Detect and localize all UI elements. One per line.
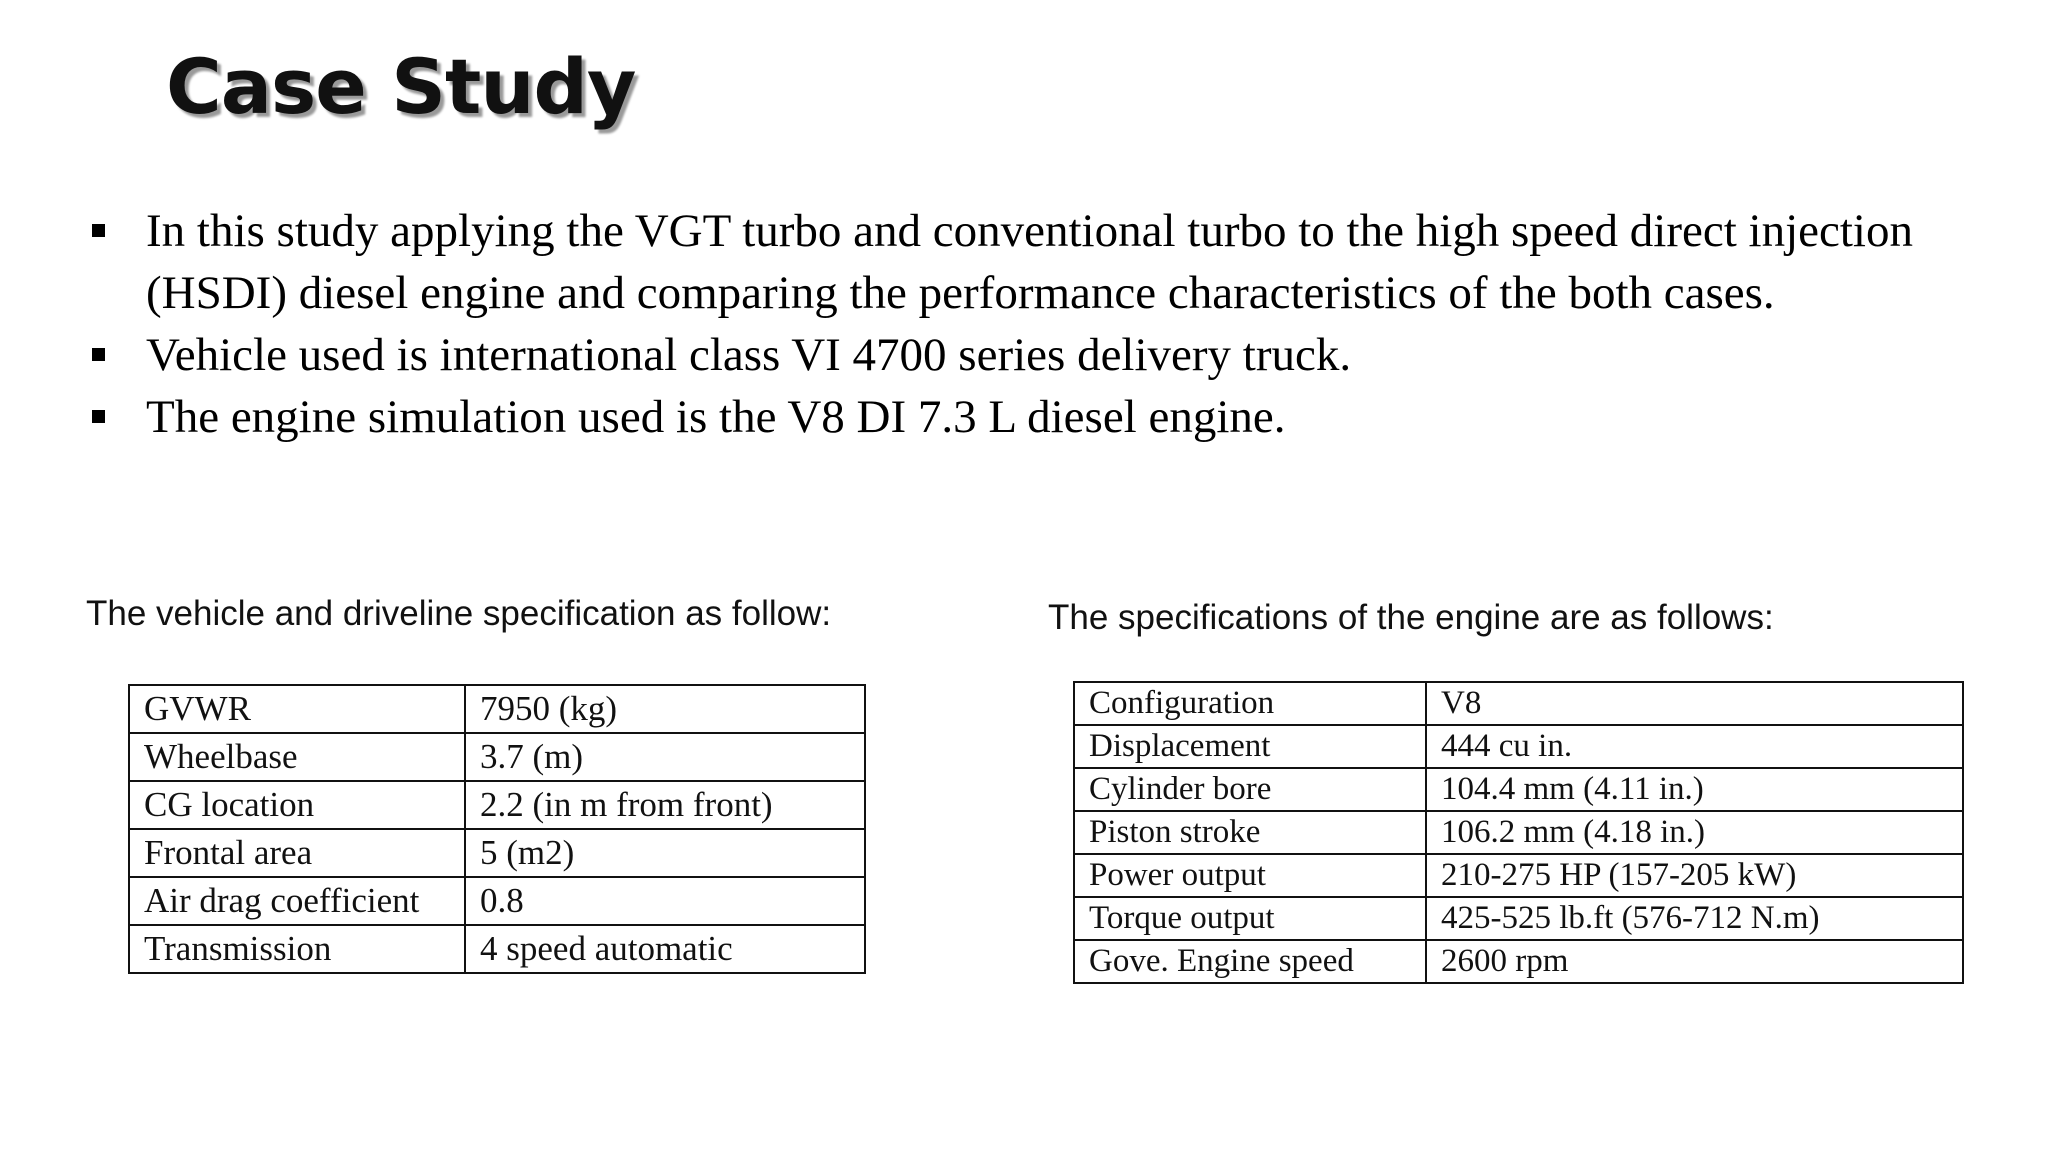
spec-value: 7950 (kg): [465, 685, 865, 733]
bullet-item: [86, 200, 1966, 324]
bullet-item: [86, 386, 1966, 448]
table-row: [129, 733, 865, 781]
table-row: [1074, 682, 1963, 725]
spec-label: Wheelbase: [129, 733, 465, 781]
square-bullet-icon: [92, 224, 105, 237]
spec-value: 104.4 mm (4.11 in.): [1426, 768, 1963, 811]
bullet-text: In this study applying the VGT turbo and conventional turbo to the high speed direct injection (HSDI) diesel engine and comparing the performance characteristics of the both cases.: [146, 205, 1913, 319]
spec-label: CG location: [129, 781, 465, 829]
spec-value: 3.7 (m): [465, 733, 865, 781]
slide-title: Case Study: [166, 42, 636, 131]
table-row: [129, 781, 865, 829]
spec-label: Configuration: [1074, 682, 1426, 725]
spec-label: Piston stroke: [1074, 811, 1426, 854]
spec-value: 0.8: [465, 877, 865, 925]
bullet-text: The engine simulation used is the V8 DI 7.3 L diesel engine.: [146, 391, 1286, 443]
spec-label: Torque output: [1074, 897, 1426, 940]
table-row: [129, 685, 865, 733]
bullet-list: [86, 200, 1966, 448]
vehicle-spec-table: [128, 684, 866, 974]
spec-value: 2600 rpm: [1426, 940, 1963, 983]
spec-label: Frontal area: [129, 829, 465, 877]
table-row: [1074, 897, 1963, 940]
spec-value: 425-525 lb.ft (576-712 N.m): [1426, 897, 1963, 940]
table-row: [129, 877, 865, 925]
spec-label: Transmission: [129, 925, 465, 973]
table-row: [129, 829, 865, 877]
spec-label: Cylinder bore: [1074, 768, 1426, 811]
engine-spec-table: [1073, 681, 1964, 984]
vehicle-spec-caption: The vehicle and driveline specification as follow:: [86, 594, 832, 633]
spec-value: 444 cu in.: [1426, 725, 1963, 768]
engine-spec-caption: The specifications of the engine are as follows:: [1048, 598, 1774, 637]
spec-label: Power output: [1074, 854, 1426, 897]
square-bullet-icon: [92, 410, 105, 423]
table-row: [1074, 768, 1963, 811]
bullet-text: Vehicle used is international class VI 4700 series delivery truck.: [146, 329, 1352, 381]
spec-value: 5 (m2): [465, 829, 865, 877]
spec-label: Air drag coefficient: [129, 877, 465, 925]
table-row: [1074, 725, 1963, 768]
spec-value: 2.2 (in m from front): [465, 781, 865, 829]
bullet-item: [86, 324, 1966, 386]
table-row: [1074, 854, 1963, 897]
spec-value: 106.2 mm (4.18 in.): [1426, 811, 1963, 854]
spec-value: 210-275 HP (157-205 kW): [1426, 854, 1963, 897]
spec-label: Displacement: [1074, 725, 1426, 768]
spec-value: V8: [1426, 682, 1963, 725]
spec-value: 4 speed automatic: [465, 925, 865, 973]
table-row: [1074, 811, 1963, 854]
table-row: [129, 925, 865, 973]
spec-label: Gove. Engine speed: [1074, 940, 1426, 983]
spec-label: GVWR: [129, 685, 465, 733]
square-bullet-icon: [92, 348, 105, 361]
table-row: [1074, 940, 1963, 983]
